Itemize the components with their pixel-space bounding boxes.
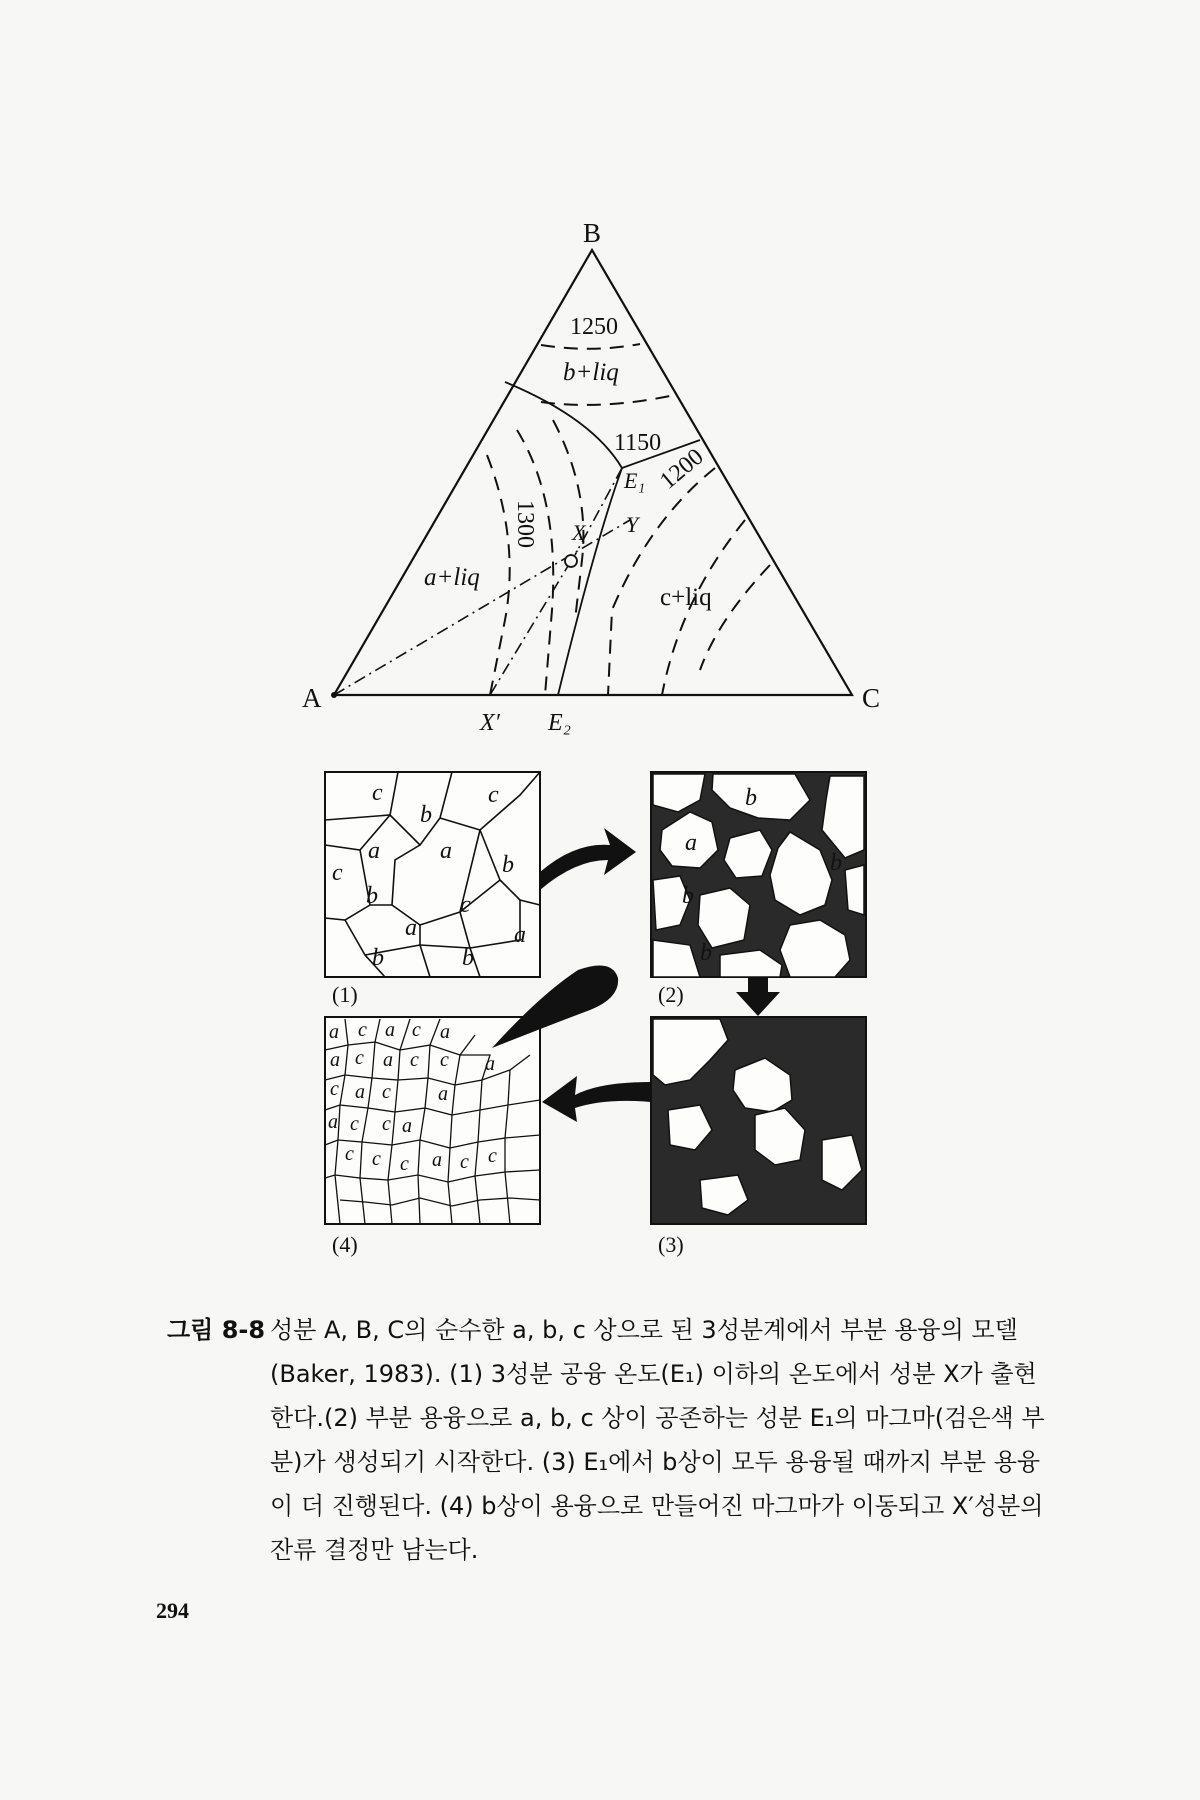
grain-label: c [345, 1143, 354, 1165]
field-label-a-liq: a+liq [424, 564, 480, 591]
grain-label: c [440, 1049, 449, 1071]
panel-1 [325, 772, 540, 1007]
grain-label: a [432, 1149, 442, 1171]
ternary-diagram [302, 218, 880, 736]
grain-label: b [420, 802, 432, 828]
grain-label: a [402, 1115, 412, 1137]
cotectic-line-ac [558, 468, 622, 695]
grain-label: c [382, 1113, 391, 1135]
panel-label-2: (2) [658, 982, 684, 1007]
grain-label: c [460, 892, 471, 918]
isotherm-1250-lower [541, 396, 670, 405]
field-label-c-liq: c+liq [660, 584, 712, 611]
grain-label: a [440, 838, 452, 864]
grain-label: b [366, 883, 378, 909]
tie-line-a-to-y [334, 520, 630, 695]
vertex-label-b: B [583, 218, 602, 248]
grain-label: c [372, 780, 383, 806]
isotherm-label-1200: 1200 [655, 443, 709, 495]
grain-label: c [412, 1019, 421, 1041]
grain-label: c [372, 1148, 381, 1170]
grain-label: a [685, 830, 697, 856]
grain-label: a [368, 838, 380, 864]
grain-label: a [514, 922, 526, 948]
grain-label: b [502, 852, 514, 878]
panel-label-3: (3) [658, 1232, 684, 1257]
vertex-label-a: A [302, 683, 322, 713]
grain-label: a [328, 1111, 338, 1133]
cotectic-line-ab [505, 382, 622, 468]
grain-label: a [383, 1049, 393, 1071]
point-x-marker [565, 555, 577, 567]
isotherm-a-inner [517, 430, 553, 695]
grain-label: c [488, 782, 499, 808]
tie-line-x-to-xprime [490, 561, 571, 695]
arrow-1-to-2 [540, 828, 636, 890]
grain-label: b [830, 850, 842, 876]
grain-label: a [355, 1081, 365, 1103]
grain-label: c [330, 1078, 339, 1100]
isotherm-1250-upper [541, 344, 640, 349]
point-label-y: Y [626, 512, 639, 537]
caption-label: 그림 8-8 [167, 1316, 266, 1344]
point-label-x: X [572, 520, 586, 545]
isotherm-label-1300: 1300 [512, 500, 538, 548]
point-label-x-prime: X′ [480, 710, 500, 736]
panel-4 [325, 1017, 540, 1257]
panel-2 [651, 772, 866, 1007]
point-a-marker [331, 692, 337, 698]
grain-label: a [330, 1049, 340, 1071]
field-label-b-liq: b+liq [563, 359, 619, 386]
grain-label: c [355, 1047, 364, 1069]
grain-label: c [358, 1019, 367, 1041]
grain-label: b [745, 785, 757, 811]
grain-label: c [332, 860, 343, 886]
vertex-label-c: C [862, 683, 881, 713]
page-number: 294 [156, 1598, 189, 1623]
grain-label: b [372, 945, 384, 971]
grain-label: a [440, 1021, 450, 1043]
isotherm-c-1 [608, 468, 715, 695]
panel-3 [651, 1017, 866, 1257]
isotherm-label-1150: 1150 [614, 430, 662, 456]
panel-label-1: (1) [332, 982, 358, 1007]
grain-label: c [460, 1151, 469, 1173]
grain-label: c [488, 1145, 497, 1167]
grain-label: c [410, 1049, 419, 1071]
grain-label: c [400, 1153, 409, 1175]
grain-label: c [382, 1081, 391, 1103]
panel-label-4: (4) [332, 1232, 358, 1257]
grain-label: b [700, 940, 712, 966]
grain-label: a [438, 1083, 448, 1105]
grain-label: a [405, 915, 417, 941]
arrow-2-to-3 [736, 978, 780, 1016]
isotherm-label-1250: 1250 [570, 314, 618, 340]
isotherm-c-3 [700, 565, 770, 670]
grain-label: a [329, 1021, 339, 1043]
grain-label: b [682, 883, 694, 909]
point-label-e2: E₂ [548, 710, 572, 736]
grain-label: c [350, 1113, 359, 1135]
arrow-3-to-4 [542, 1076, 651, 1122]
isotherm-a-outer [487, 455, 510, 695]
caption-text: 성분 A, B, C의 순수한 a, b, c 상으로 된 3성분계에서 부분 용융의 모델 (Baker, 1983). (1) 3성분 공융 온도(E₁) 이하의 온도에서 성분 X가 출현한다.(2) 부분 용융으로 a, b, c 상이 공존하는 성분 E₁의 마그마(검은색 부분)가 생성되기 시작한다. (3) E₁에서 b상이 모두 용융될 때까지 부분 용융이 더 진행된다. (4) b상이 용융으로 만들어진 마그마가 이동되고 X′성분의 잔류 결정만 남는다. [270, 1316, 1045, 1564]
point-label-e1: E₁ [624, 468, 646, 493]
grain-label: b [462, 945, 474, 971]
grain-label: a [485, 1053, 495, 1075]
grain-label: a [385, 1019, 395, 1041]
